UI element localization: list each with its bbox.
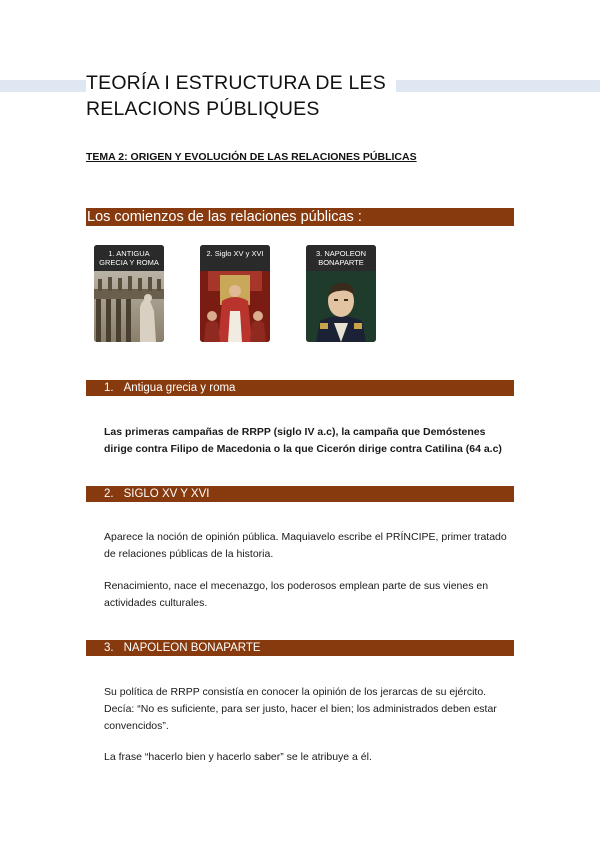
section-title: NAPOLEON BONAPARTE	[123, 642, 261, 654]
card-caption: 2. Siglo XV y XVI	[200, 245, 270, 271]
card-caption: 3. NAPOLEON BONAPARTE	[306, 245, 376, 271]
section-3-heading	[86, 640, 514, 656]
card-siglo-xv-xvi	[200, 245, 270, 342]
section-1-paragraph: Las primeras campañas de RRPP (siglo IV a.c), la campaña que Demóstenes dirige contra Filipo de Macedonia o la que Cicerón dirige contra Catilina (64 a.c)	[104, 426, 502, 455]
section-3-paragraph-2: La frase “hacerlo bien y hacerlo saber” se le atribuye a él.	[104, 751, 372, 763]
section-3-paragraph-1: Su política de RRPP consistía en conocer la opinión de los jerarcas de su ejército. Decía: “No es suficiente, para ser justo, hacer el bien; los administrados deben estar convencidos”.	[104, 686, 497, 732]
card-antigua-grecia	[94, 245, 164, 342]
section-number: 2.	[104, 488, 114, 500]
tema-heading: TEMA 2: ORIGEN Y EVOLUCIÓN DE LAS RELACIONES PÚBLICAS	[86, 151, 417, 163]
roman-statues-image	[94, 271, 164, 342]
document-title: TEORÍA I ESTRUCTURA DE LES RELACIONS PÚBLIQUES	[86, 70, 396, 122]
section-1-heading	[86, 380, 514, 396]
section-title: Antigua grecia y roma	[123, 382, 236, 394]
section-2-heading	[86, 486, 514, 502]
section-title: SIGLO XV Y XVI	[123, 488, 210, 500]
section-number: 1.	[104, 382, 114, 394]
card-caption: 1. ANTIGUA GRECIA Y ROMA	[94, 245, 164, 271]
renaissance-painting-image	[200, 271, 270, 342]
intro-heading-bar: Los comienzos de las relaciones públicas :	[86, 208, 514, 226]
napoleon-portrait-image	[306, 271, 376, 342]
section-2-paragraph-1: Aparece la noción de opinión pública. Maquiavelo escribe el PRÍNCIPE, primer tratado de relaciones públicas de la historia.	[104, 531, 507, 560]
card-napoleon	[306, 245, 376, 342]
section-2-paragraph-2: Renacimiento, nace el mecenazgo, los poderosos emplean parte de sus vienes en actividades culturales.	[104, 580, 489, 609]
section-number: 3.	[104, 642, 114, 654]
